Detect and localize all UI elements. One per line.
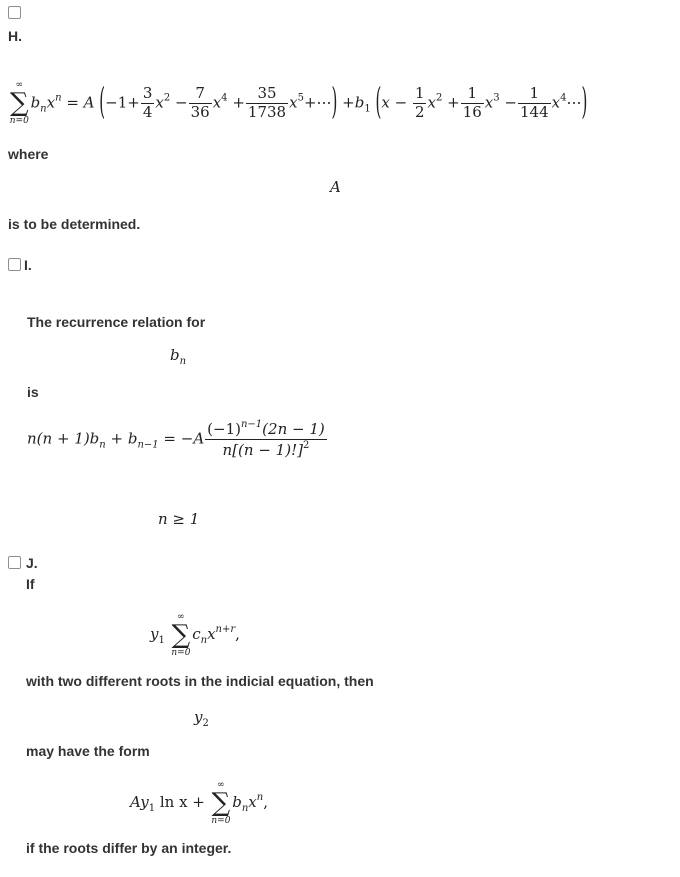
summation-symbol: ∑ ∞ n=0 (9, 80, 29, 127)
summation-symbol: ∑ ∞ n=0 (171, 612, 191, 658)
option-h-label: H. (8, 28, 22, 44)
y2-form-expression: $Ay_1$ ln x + ∑ ∞ n=0 $b_nx^n$, (130, 780, 268, 826)
two-roots-text: with two different roots in the indicial equation, then (26, 673, 374, 689)
may-have-form-text: may have the form (26, 743, 150, 759)
option-j-checkbox[interactable] (8, 556, 21, 569)
symbol-a: A (330, 178, 341, 196)
recurrence-equation: $n(n + 1)b_n + b_{n-1} = -A$ $\frac{(-1)^{n-1}(2n - 1)}{n[(n - 1)!]^2}$ (27, 419, 325, 459)
is-to-be-determined-text: is to be determined. (8, 216, 141, 232)
symbol-y2: $y_2$ (194, 708, 209, 729)
recurrence-relation-text: The recurrence relation for (27, 314, 206, 330)
is-text: is (27, 384, 39, 400)
option-h-equation: ∑ ∞ n=0 $b_nx^n = A$ (−1+ $\frac{3}{4}$ $x^2$ − $\frac{7}{36}$ $x^4$ + $\frac{35}{1738}$ $x^5+\cdots) +b_1$ (x − $\frac{1}{2}$ $x^2$ + $\frac{1}{16}$ $x^3$ − $\frac{1}{144}$ $x^4\cdots$) (9, 79, 588, 127)
option-j-label: J. (26, 555, 38, 571)
option-i-label: I. (24, 257, 32, 273)
roots-differ-text: if the roots differ by an integer. (26, 840, 232, 856)
summation-symbol: ∑ ∞ n=0 (211, 780, 231, 826)
where-text: where (8, 146, 49, 162)
symbol-bn: $b_n$ (170, 346, 187, 367)
option-h-checkbox[interactable] (8, 6, 21, 19)
option-i-checkbox[interactable] (8, 258, 21, 271)
condition-n-ge-1: n ≥ 1 (158, 510, 200, 528)
if-text: If (26, 576, 35, 592)
y1-series-expression: $y_1$ ∑ ∞ n=0 $c_nx^{n+r}$, (150, 612, 240, 658)
